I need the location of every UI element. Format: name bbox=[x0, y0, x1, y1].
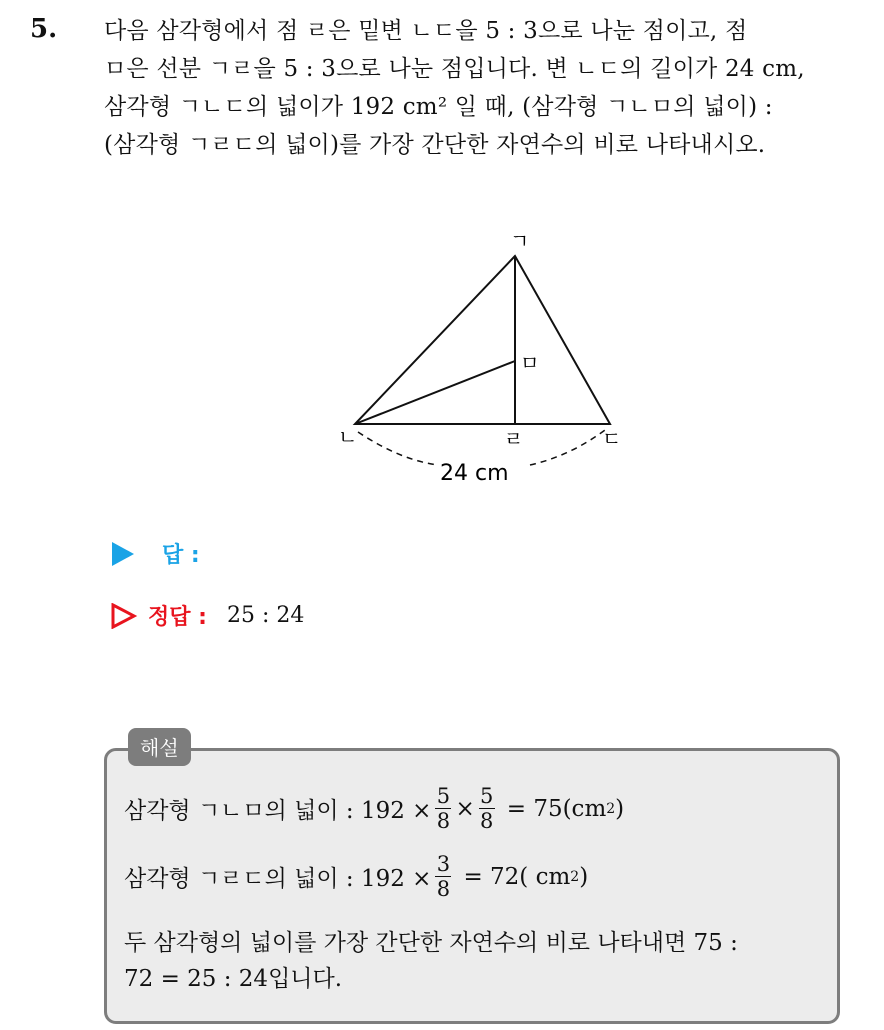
fraction-denominator: 8 bbox=[480, 809, 494, 833]
question-text bbox=[104, 12, 864, 164]
solution-tag: 해설 bbox=[128, 728, 191, 766]
fraction-numerator: 5 bbox=[480, 784, 494, 808]
play-outline-icon bbox=[110, 603, 138, 629]
solution-line-1 bbox=[124, 784, 624, 833]
segment-nieun-mieum bbox=[355, 361, 515, 424]
question-line-1: 다음 삼각형에서 점 ㄹ은 밑변 ㄴㄷ을 5 : 3으로 나눈 점이고, 점 bbox=[104, 18, 748, 44]
play-filled-icon bbox=[110, 541, 136, 567]
question-line-3: 삼각형 ㄱㄴㄷ의 넓이가 192 cm² 일 때, (삼각형 ㄱㄴㅁ의 넓이) : bbox=[104, 94, 773, 120]
question-line-2: ㅁ은 선분 ㄱㄹ을 5 : 3으로 나눈 점입니다. 변 ㄴㄷ의 길이가 24 cm, bbox=[104, 56, 805, 82]
paren-close: ) bbox=[579, 863, 589, 890]
fraction-numerator: 3 bbox=[436, 852, 451, 876]
label-digeut: ㄷ bbox=[602, 427, 622, 451]
solution-line-4: 72 = 25 : 24입니다. bbox=[124, 966, 343, 992]
solution-line-2-result: = 72( cm bbox=[463, 863, 571, 890]
solution-line-2-prefix: 삼각형 ㄱㄹㄷ의 넓이 : 192 × bbox=[124, 866, 432, 892]
fraction-five-eighths bbox=[435, 784, 451, 833]
correct-answer-value: 25 : 24 bbox=[226, 603, 305, 628]
dimension-arc-left bbox=[358, 432, 438, 465]
paren-close: ) bbox=[615, 795, 625, 822]
question-line-4: (삼각형 ㄱㄹㄷ의 넓이)를 가장 간단한 자연수의 비로 나타내시오. bbox=[104, 132, 766, 158]
solution-line-1-result: = 75(cm bbox=[506, 795, 607, 822]
answer-label: 답 : bbox=[162, 543, 200, 568]
label-rieul: ㄹ bbox=[504, 427, 524, 451]
dimension-arc-right bbox=[530, 430, 605, 465]
question-number: 5. bbox=[30, 14, 58, 44]
fraction-denominator: 8 bbox=[436, 809, 451, 833]
fraction-five-eighths-2 bbox=[479, 784, 495, 833]
answer-row bbox=[110, 538, 200, 569]
solution-line-1-prefix: 삼각형 ㄱㄴㅁ의 넓이 : 192 × bbox=[124, 798, 432, 824]
base-length-label: 24 cm bbox=[440, 461, 509, 486]
correct-answer-label: 정답 : bbox=[148, 605, 207, 630]
solution-line-2 bbox=[124, 852, 588, 901]
fraction-three-eighths bbox=[435, 852, 451, 901]
label-giyeok: ㄱ bbox=[510, 229, 530, 253]
label-mieum: ㅁ bbox=[520, 351, 540, 375]
fraction-denominator: 8 bbox=[436, 877, 451, 901]
solution-line-3: 두 삼각형의 넓이를 가장 간단한 자연수의 비로 나타내면 75 : bbox=[124, 930, 738, 956]
label-nieun: ㄴ bbox=[338, 425, 358, 449]
triangle-diagram bbox=[330, 220, 650, 500]
triangle-outline bbox=[355, 256, 610, 424]
superscript: 2 bbox=[570, 868, 580, 885]
fraction-numerator: 5 bbox=[436, 784, 451, 808]
times-sign: × bbox=[455, 795, 475, 822]
superscript: 2 bbox=[606, 800, 616, 817]
correct-answer-row bbox=[110, 600, 304, 631]
